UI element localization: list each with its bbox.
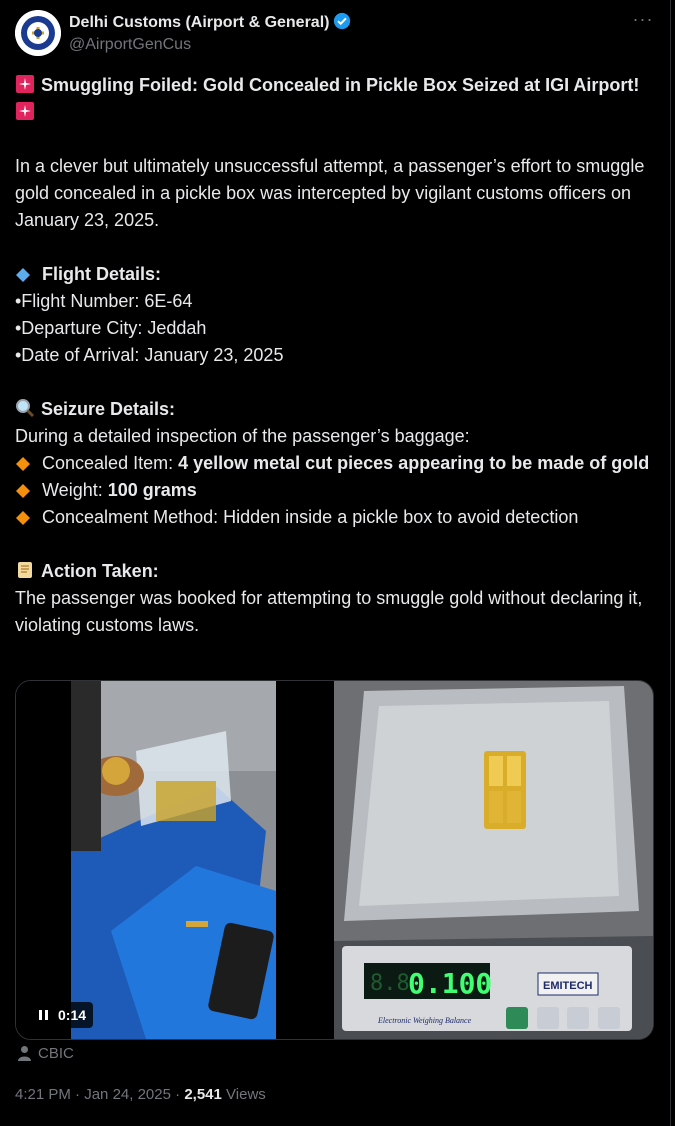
scale-brand: EMITECH: [543, 980, 593, 992]
more-options-icon[interactable]: ···: [632, 9, 654, 29]
orange-diamond-icon: [15, 510, 31, 526]
media-grid: [15, 680, 654, 1040]
seizure-item: Concealed Item: 4 yellow metal cut pieces appearing to be made of gold: [15, 450, 660, 477]
views-label: Views: [226, 1086, 266, 1103]
views-count: 2,541: [184, 1086, 222, 1103]
scale-display: 0.100: [408, 967, 493, 1000]
timestamp-time[interactable]: 4:21 PM: [15, 1086, 71, 1103]
orange-diamond-icon: [15, 483, 31, 499]
scale-photo-image: [334, 681, 653, 1039]
tweet-text: [15, 72, 660, 639]
author-name[interactable]: Delhi Customs (Airport & General): [69, 12, 351, 32]
flight-heading: Flight Details:: [15, 261, 660, 288]
action-text: The passenger was booked for attempting to smuggle gold without declaring it, violating customs laws.: [15, 588, 643, 635]
seizure-item: Weight: 100 grams: [15, 477, 660, 504]
scale-small-reading: 8.8: [370, 971, 410, 996]
seizure-heading: Seizure Details:: [15, 396, 660, 423]
tweet-meta: [15, 1084, 266, 1106]
scale-caption: Electronic Weighing Balance: [378, 1016, 472, 1025]
video-frame-image: [16, 681, 332, 1039]
meta-separator: ·: [175, 1086, 181, 1103]
video-timer[interactable]: [29, 1002, 93, 1028]
siren-icon: [15, 101, 35, 121]
source-label[interactable]: CBIC: [17, 1043, 74, 1065]
timestamp-date[interactable]: Jan 24, 2025: [84, 1086, 171, 1103]
pause-icon[interactable]: [39, 1010, 49, 1020]
photo-scale[interactable]: [334, 681, 653, 1039]
orange-diamond-icon: [15, 456, 31, 472]
avatar[interactable]: [15, 10, 61, 56]
timeline-border: [670, 0, 671, 1126]
blue-diamond-icon: [15, 267, 31, 283]
seizure-item: Concealment Method: Hidden inside a pickle box to avoid detection: [15, 504, 660, 531]
flight-line: •Flight Number: 6E-64: [15, 291, 193, 311]
customs-emblem-icon: [15, 10, 61, 56]
scroll-icon: [15, 560, 35, 580]
video-time: 0:14: [58, 1007, 87, 1023]
magnifier-icon: [15, 398, 35, 418]
intro-paragraph: In a clever but ultimately unsuccessful attempt, a passenger’s effort to smuggle gold concealed in a pickle box was intercepted by vigilant customs officers on January 23, 2025.: [15, 156, 645, 230]
siren-icon: [15, 74, 35, 94]
flight-line: •Date of Arrival: January 23, 2025: [15, 345, 284, 365]
seizure-intro: During a detailed inspection of the passenger’s baggage:: [15, 426, 470, 446]
verified-badge-icon: [333, 12, 351, 30]
author-handle[interactable]: @AirportGenCus: [69, 36, 192, 53]
headline: Smuggling Foiled: Gold Concealed in Pickle Box Seized at IGI Airport!: [15, 72, 660, 126]
action-heading: Action Taken:: [15, 558, 660, 585]
person-icon: [17, 1045, 32, 1061]
tweet-header: [15, 10, 655, 58]
meta-separator: ·: [75, 1086, 81, 1103]
flight-line: •Departure City: Jeddah: [15, 318, 207, 338]
video-player[interactable]: [16, 681, 332, 1039]
